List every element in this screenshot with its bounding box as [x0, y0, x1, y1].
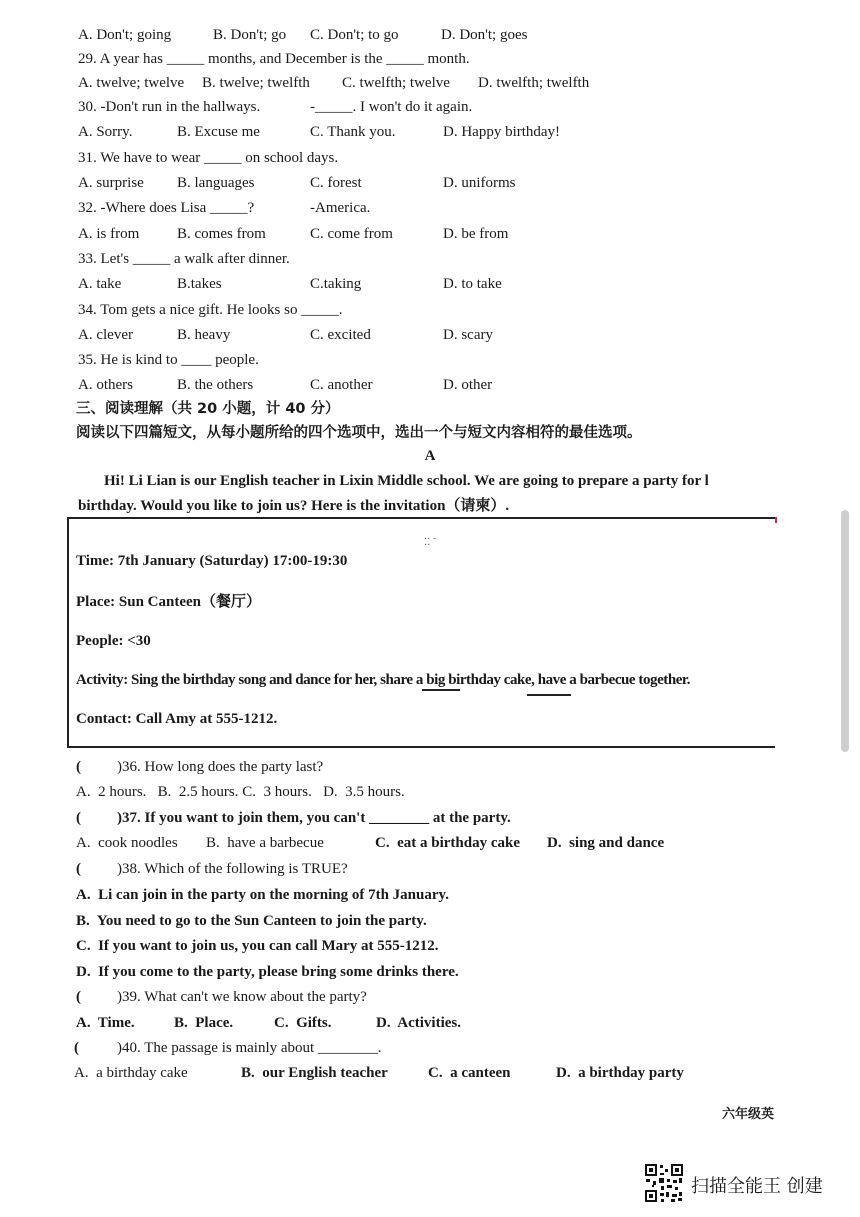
passage-intro-line1: Hi! Li Lian is our English teacher in Lixin Middle school. We are going to prepare a party for l — [104, 473, 709, 489]
q40-option-a: A. a birthday cake — [74, 1065, 188, 1081]
q30-stem: 30. -Don't run in the hallways. — [78, 99, 261, 115]
q39-option-d: D. Activities. — [376, 1015, 461, 1031]
q31-option-c: C. forest — [310, 175, 362, 191]
q31-option-a: A. surprise — [78, 175, 144, 191]
q37-option-a: A. cook noodles — [76, 835, 178, 851]
invitation-time: Time: 7th January (Saturday) 17:00-19:30 — [76, 553, 348, 569]
q29-option-d: D. twelfth; twelfth — [478, 75, 590, 91]
q37-option-b: B. have a barbecue — [206, 835, 324, 851]
q34-option-b: B. heavy — [177, 327, 231, 343]
q38-stem: )38. Which of the following is TRUE? — [117, 861, 348, 877]
q35-option-d: D. other — [443, 377, 493, 393]
scanner-watermark: 扫描全能王 创建 — [691, 1176, 823, 1197]
q33-option-c: C.taking — [310, 276, 362, 292]
q34-option-c: C. excited — [310, 327, 371, 343]
q33-option-d: D. to take — [443, 276, 502, 292]
section-heading: 三、阅读理解（共 20 小题，计 40 分） — [76, 401, 340, 417]
q37-option-c: C. eat a birthday cake — [375, 835, 520, 851]
invitation-people: People: <30 — [76, 633, 151, 649]
q35-option-c: C. another — [310, 377, 373, 393]
q30-option-c: C. Thank you. — [310, 124, 396, 140]
q38-option-d: D. If you come to the party, please bring some drinks there. — [76, 964, 459, 980]
section-instruction: 阅读以下四篇短文，从每小题所给的四个选项中，选出一个与短文内容相符的最佳选项。 — [76, 425, 642, 441]
q29-option-a: A. twelve; twelve — [78, 75, 185, 91]
invitation-place: Place: Sun Canteen（餐厅） — [76, 594, 261, 610]
q34-option-a: A. clever — [78, 327, 133, 343]
q32-option-b: B. comes from — [177, 226, 266, 242]
q32-reply: -America. — [310, 200, 371, 216]
q32-option-a: A. is from — [78, 226, 140, 242]
q35-option-b: B. the others — [177, 377, 254, 393]
q37-paren: ( — [76, 810, 81, 826]
q32-option-c: C. come from — [310, 226, 393, 242]
faded-scan-mark: ⁚⁚ ˜ — [424, 537, 437, 548]
q38-option-c: C. If you want to join us, you can call Mary at 555-1212. — [76, 938, 439, 954]
q39-paren: ( — [76, 989, 81, 1005]
scrollbar[interactable] — [841, 510, 849, 752]
q28-option-b: B. Don't; go — [213, 27, 287, 43]
q40-option-b: B. our English teacher — [241, 1065, 388, 1081]
q39-option-a: A. Time. — [76, 1015, 135, 1031]
grade-label: 六年级英 — [722, 1107, 775, 1122]
q29-option-b: B. twelve; twelfth — [202, 75, 310, 91]
passage-intro-line2: birthday. Would you like to join us? Here is the invitation（请柬）. — [78, 498, 510, 514]
q28-option-c: C. Don't; to go — [310, 27, 399, 43]
pen-underline-mark — [422, 689, 460, 691]
q28-option-d: D. Don't; goes — [441, 27, 528, 43]
q33-option-a: A. take — [78, 276, 122, 292]
pen-underline-mark — [527, 694, 571, 696]
q30-reply: -_____. I won't do it again. — [310, 99, 473, 115]
q31-option-b: B. languages — [177, 175, 255, 191]
q38-option-a: A. Li can join in the party on the morning of 7th January. — [76, 887, 449, 903]
q36-paren: ( — [76, 759, 81, 775]
q34-stem: 34. Tom gets a nice gift. He looks so _____. — [78, 302, 343, 318]
qr-code-icon — [644, 1163, 684, 1203]
q40-option-d: D. a birthday party — [556, 1065, 684, 1081]
q35-stem: 35. He is kind to ____ people. — [78, 352, 259, 368]
q29-stem: 29. A year has _____ months, and December is the _____ month. — [78, 51, 470, 67]
invitation-activity: Activity: Sing the birthday song and dance for her, share a big birthday cake, have a barbecue together. — [76, 672, 691, 688]
q32-option-d: D. be from — [443, 226, 509, 242]
q39-option-b: B. Place. — [174, 1015, 234, 1031]
q35-option-a: A. others — [78, 377, 133, 393]
q40-stem: )40. The passage is mainly about ________. — [117, 1040, 382, 1056]
q33-option-b: B.takes — [177, 276, 222, 292]
q28-option-a: A. Don't; going — [78, 27, 172, 43]
q29-option-c: C. twelfth; twelve — [342, 75, 450, 91]
box-corner-mark — [775, 517, 777, 523]
invitation-contact: Contact: Call Amy at 555-1212. — [76, 711, 278, 727]
q30-option-a: A. Sorry. — [78, 124, 133, 140]
q36-stem: )36. How long does the party last? — [117, 759, 324, 775]
q38-paren: ( — [76, 861, 81, 877]
q33-stem: 33. Let's _____ a walk after dinner. — [78, 251, 290, 267]
q40-paren: ( — [74, 1040, 79, 1056]
q37-stem: )37. If you want to join them, you can't ________ at the party. — [117, 810, 511, 826]
q40-option-c: C. a canteen — [428, 1065, 511, 1081]
q32-stem: 32. -Where does Lisa _____? — [78, 200, 255, 216]
q31-option-d: D. uniforms — [443, 175, 516, 191]
q30-option-d: D. Happy birthday! — [443, 124, 561, 140]
q31-stem: 31. We have to wear _____ on school days. — [78, 150, 339, 166]
q36-options: A. 2 hours. B. 2.5 hours. C. 3 hours. D. 3.5 hours. — [76, 784, 405, 800]
q30-option-b: B. Excuse me — [177, 124, 260, 140]
q39-option-c: C. Gifts. — [274, 1015, 332, 1031]
q37-option-d: D. sing and dance — [547, 835, 665, 851]
q38-option-b: B. You need to go to the Sun Canteen to join the party. — [76, 913, 427, 929]
q39-stem: )39. What can't we know about the party? — [117, 989, 367, 1005]
passage-letter: A — [424, 448, 436, 464]
q34-option-d: D. scary — [443, 327, 493, 343]
